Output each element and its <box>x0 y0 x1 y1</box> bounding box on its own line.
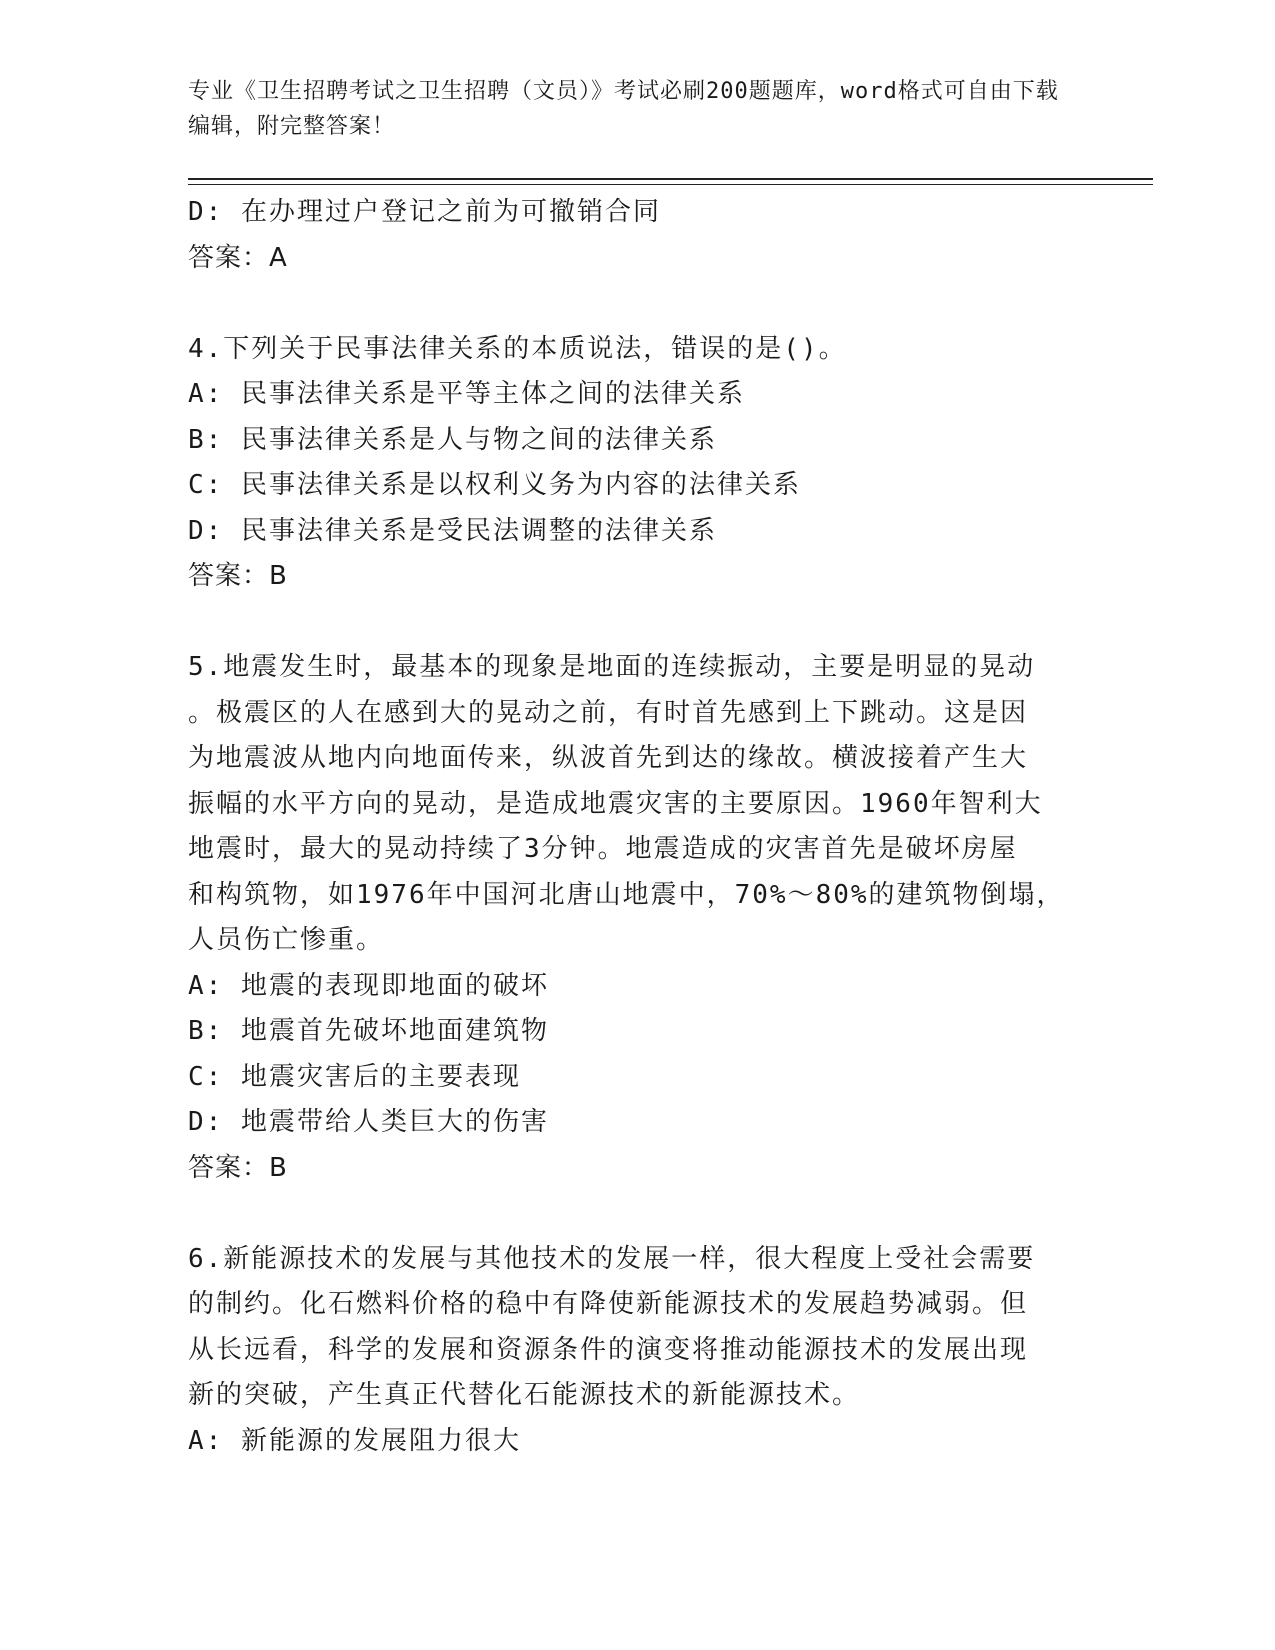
q5-stem-line: 和构筑物，如1976年中国河北唐山地震中，70%～80%的建筑物倒塌， <box>188 879 1065 910</box>
spacer <box>188 1191 1068 1237</box>
q3-answer: 答案：A <box>188 242 288 273</box>
q6-stem-line: 新的突破，产生真正代替化石能源技术的新能源技术。 <box>188 1380 861 1410</box>
q5-option-b: B: 地震首先破坏地面建筑物 <box>188 1016 549 1046</box>
header-divider-thick <box>188 178 1153 180</box>
q4-option-a: A: 民事法律关系是平等主体之间的法律关系 <box>188 379 745 409</box>
q5-stem-line: 5.地震发生时，最基本的现象是地面的连续振动，主要是明显的晃动 <box>188 652 1036 682</box>
q5-stem-line: 振幅的水平方向的晃动，是造成地震灾害的主要原因。1960年智利大 <box>188 788 1043 819</box>
q5-stem <box>188 645 1068 964</box>
q3-option-d: D: 在办理过户登记之前为可撤销合同 <box>188 197 661 227</box>
q6-stem-line: 的制约。化石燃料价格的稳中有降使新能源技术的发展趋势减弱。但 <box>188 1289 1029 1319</box>
q4-option-c: C: 民事法律关系是以权利义务为内容的法律关系 <box>188 470 801 500</box>
q4-stem: 4.下列关于民事法律关系的本质说法，错误的是()。 <box>188 333 847 364</box>
q6-stem-line: 从长远看，科学的发展和资源条件的演变将推动能源技术的发展出现 <box>188 1334 1029 1365</box>
q5-stem-line: 为地震波从地内向地面传来，纵波首先到达的缘故。横波接着产生大 <box>188 743 1029 773</box>
spacer <box>188 600 1068 646</box>
q6-stem-line: 6.新能源技术的发展与其他技术的发展一样，很大程度上受社会需要 <box>188 1243 1036 1274</box>
question-content <box>188 190 1068 1464</box>
q6-stem <box>188 1237 1068 1419</box>
q5-stem-line: 地震时，最大的晃动持续了3分钟。地震造成的灾害首先是破坏房屋 <box>188 834 1018 864</box>
q4-option-b: B: 民事法律关系是人与物之间的法律关系 <box>188 424 717 455</box>
q5-stem-line: 人员伤亡惨重。 <box>188 925 385 955</box>
q5-option-a: A: 地震的表现即地面的破坏 <box>188 970 549 1001</box>
spacer <box>188 281 1068 327</box>
q4-option-d: D: 民事法律关系是受民法调整的法律关系 <box>188 515 717 546</box>
q5-answer: 答案：B <box>188 1152 288 1183</box>
header-divider-thin <box>188 184 1153 185</box>
document-header: 专业《卫生招聘考试之卫生招聘（文员）》考试必刷200题题库，word格式可自由下载编辑，附完整答案！ <box>188 79 1059 139</box>
q5-option-c: C: 地震灾害后的主要表现 <box>188 1061 521 1092</box>
q4-answer: 答案：B <box>188 561 288 591</box>
q5-option-d: D: 地震带给人类巨大的伤害 <box>188 1107 549 1137</box>
q6-option-a: A: 新能源的发展阻力很大 <box>188 1425 521 1456</box>
q5-stem-line: 。极震区的人在感到大的晃动之前，有时首先感到上下跳动。这是因 <box>188 697 1029 728</box>
